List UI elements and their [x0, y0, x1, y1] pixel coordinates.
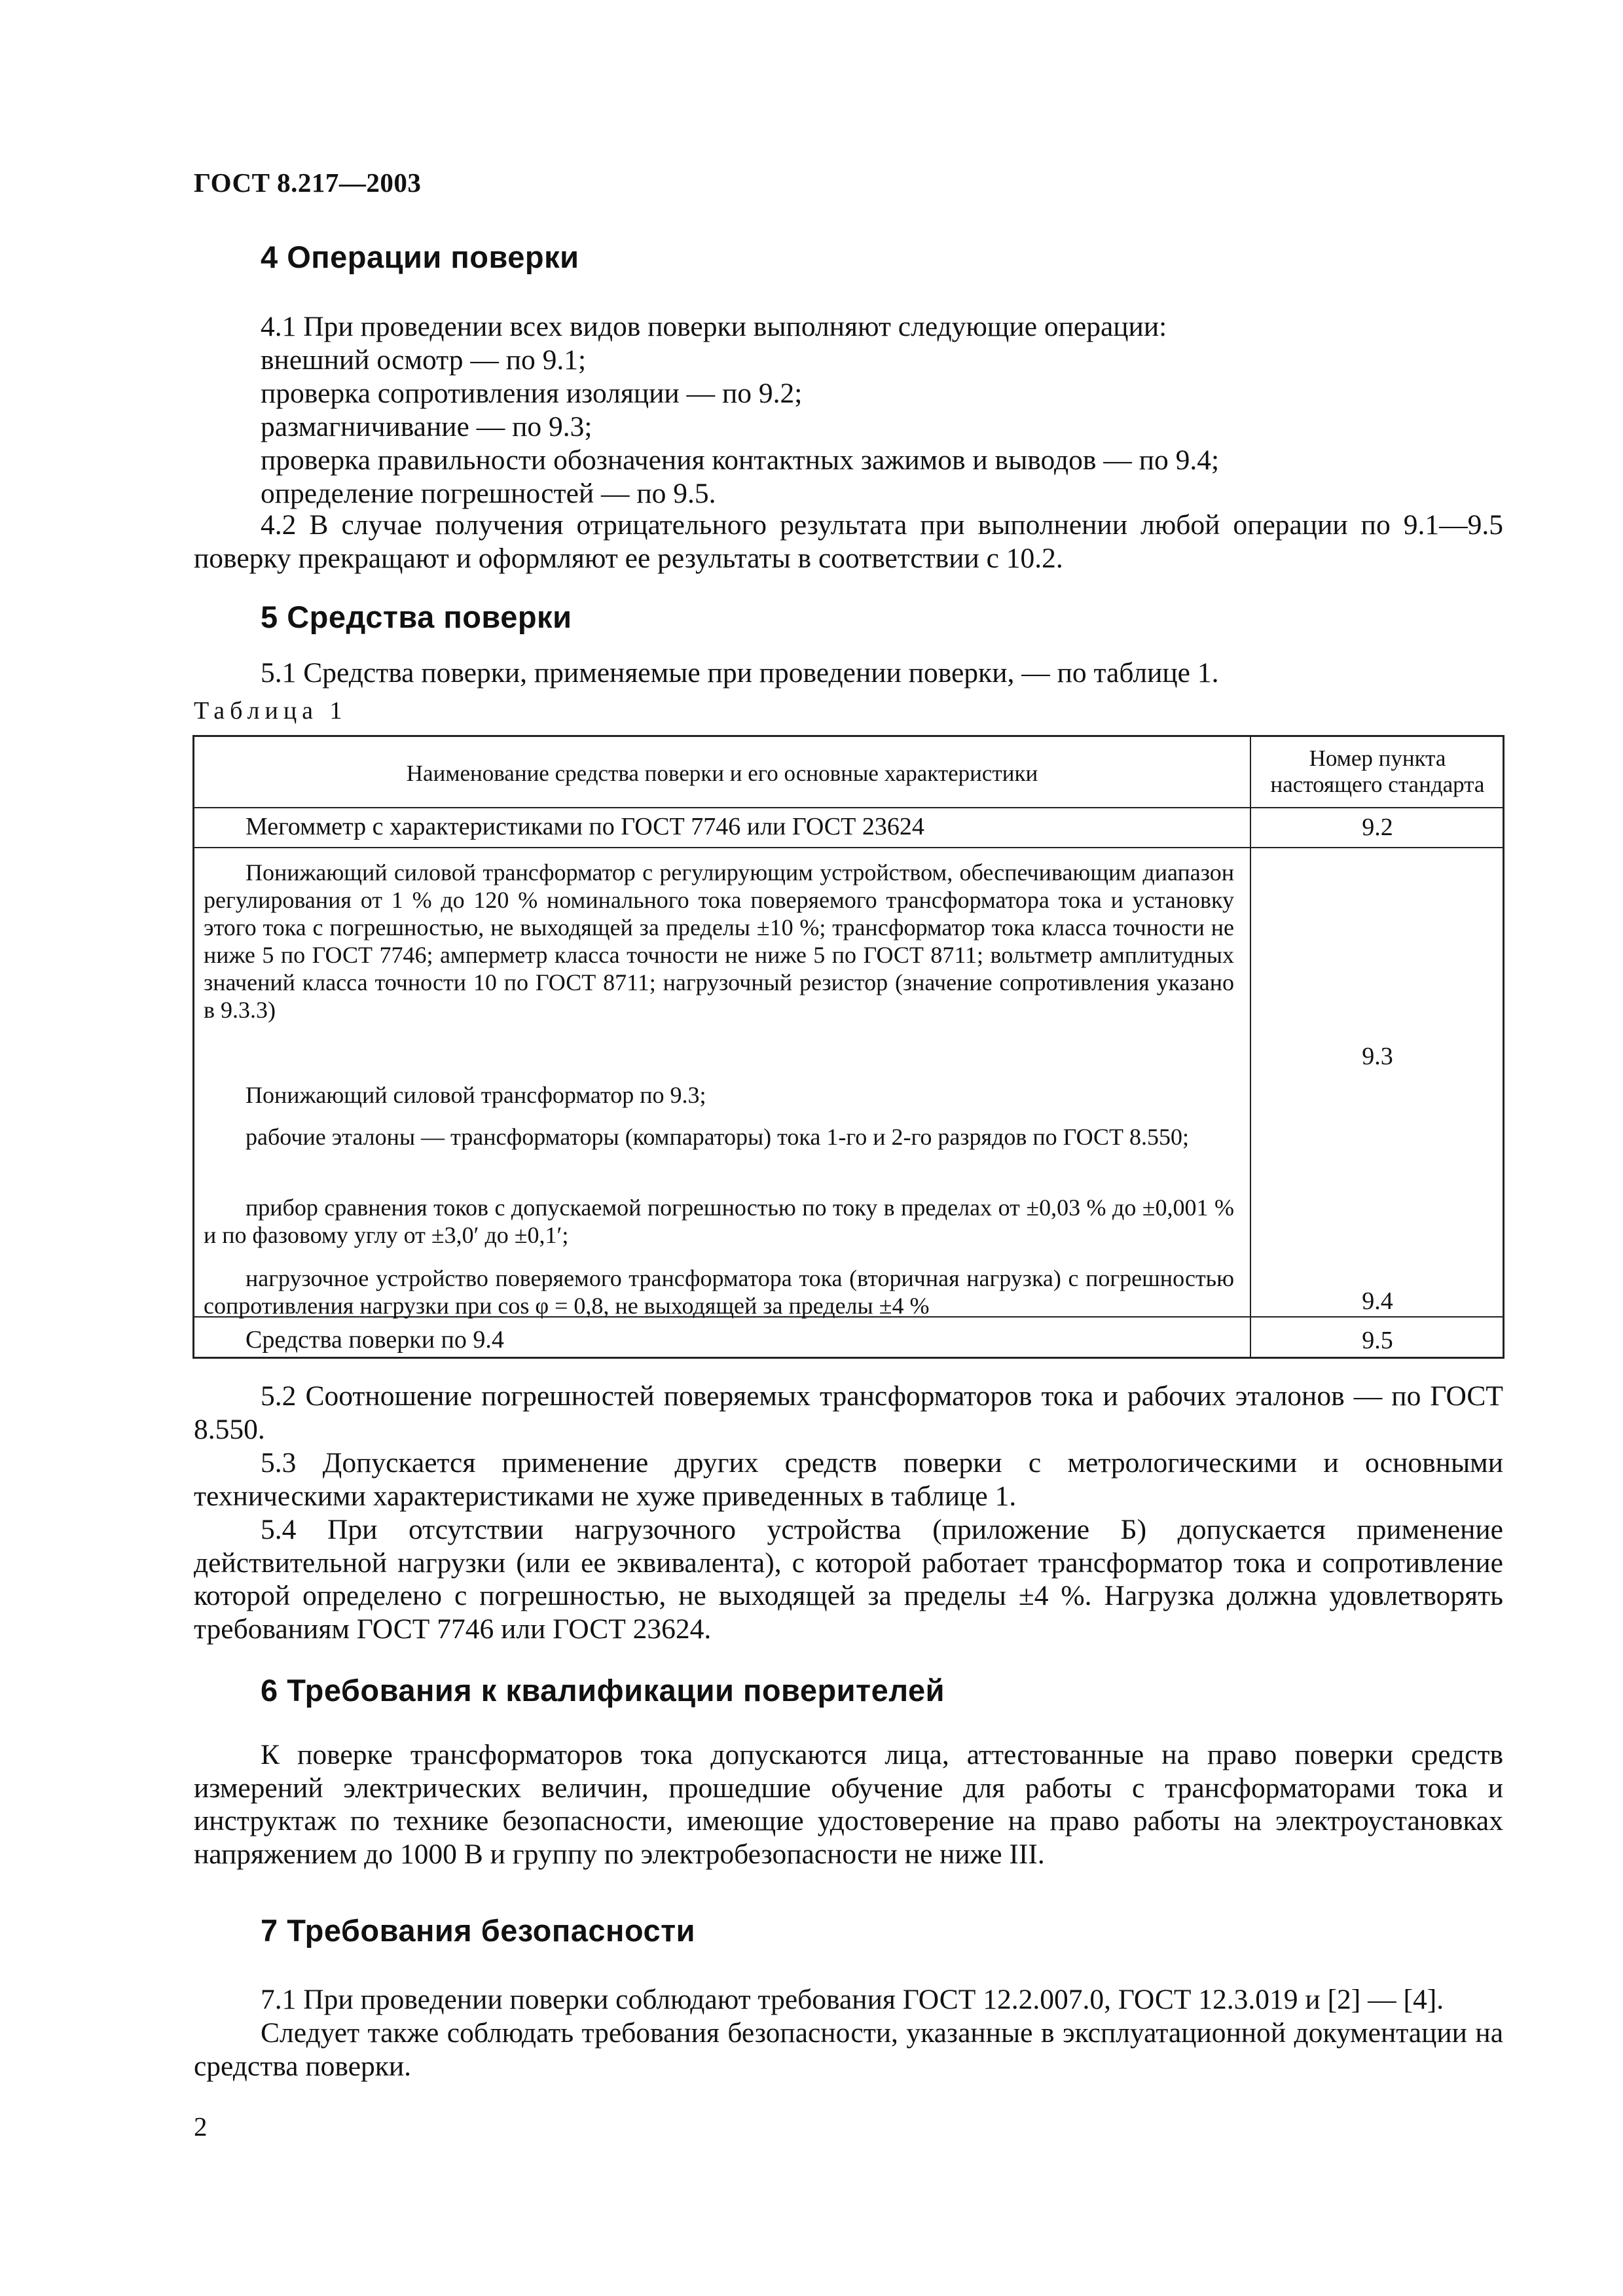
paragraph-5-3: 5.3 Допускается применение других средств поверки с метрологическими и основными техническими характеристиками не хуже приведенных в таблице 1. — [194, 1447, 1503, 1512]
paragraph-4-1: 4.1 При проведении всех видов поверки выполняют следующие операции: — [261, 311, 1167, 342]
document-code: ГОСТ 8.217—2003 — [194, 168, 422, 198]
paragraph-5-4: 5.4 При отсутствии нагрузочного устройства (приложение Б) допускается применение действительной нагрузки (или ее эквивалента), с которой работает трансформатор тока и сопротивление которой определено с погрешностью, не выходящей за пределы ±4 %. Нагрузка должна удовлетворять требованиям ГОСТ 7746 или ГОСТ 23624. — [194, 1514, 1503, 1645]
paragraph-6: К поверке трансформаторов тока допускаются лица, аттестованные на право поверки средств измерений электрических величин, прошедшие обучение для работы с трансформаторами тока и инструктаж по технике безопасности, имеющие удостоверение на право работы на электроустановках напряжением до 1000 В и группу по электробезопасности не ниже III. — [194, 1739, 1503, 1870]
row-divider — [194, 807, 1503, 808]
column-header-clause — [1251, 745, 1504, 798]
table-cell-number: 9.4 — [1362, 1287, 1393, 1315]
paragraph-7-1: 7.1 При проведении поверки соблюдают требования ГОСТ 12.2.007.0, ГОСТ 12.3.019 и [2] — [4]. — [261, 1984, 1444, 2015]
table-cell-number: 9.5 — [1362, 1327, 1393, 1354]
paragraph-4-2: 4.2 В случае получения отрицательного результата при выполнении любой операции по 9.1—9.5 поверку прекращают и оформляют ее результаты в соответствии с 10.2. — [194, 509, 1503, 574]
table-cell: Понижающий силовой трансформатор по 9.3; — [246, 1082, 706, 1108]
column-header-line: настоящего стандарта — [1270, 772, 1485, 797]
section-5-title: 5 Средства поверки — [261, 600, 572, 634]
table-cell: рабочие эталоны — трансформаторы (компараторы) тока 1-го и 2-го разрядов по ГОСТ 8.550; — [246, 1124, 1190, 1150]
section-4-title: 4 Операции поверки — [261, 240, 579, 274]
paragraph-5-2: 5.2 Соотношение погрешностей поверяемых трансформаторов тока и рабочих эталонов — по ГОСТ 8.550. — [194, 1380, 1503, 1445]
table-caption: Таблица 1 — [194, 697, 348, 725]
list-item: проверка сопротивления изоляции — по 9.2; — [261, 378, 803, 409]
paragraph-7-2: Следует также соблюдать требования безопасности, указанные в эксплуатационной документации на средства поверки. — [194, 2017, 1503, 2082]
section-7-title: 7 Требования безопасности — [261, 1913, 696, 1948]
table-cell: Средства поверки по 9.4 — [246, 1326, 504, 1354]
list-item: внешний осмотр — по 9.1; — [261, 344, 587, 376]
table-cell: прибор сравнения токов с допускаемой погрешностью по току в пределах от ±0,03 % до ±0,001 % и по фазовому углу от ±3,0′ до ±0,1′; — [204, 1194, 1234, 1248]
column-header-line: Номер пункта — [1309, 745, 1446, 771]
table-1 — [192, 735, 1504, 1359]
section-6-title: 6 Требования к квалификации поверителей — [261, 1673, 945, 1708]
table-cell: Мегомметр с характеристиками по ГОСТ 7746 или ГОСТ 23624 — [246, 813, 924, 840]
paragraph-5-1: 5.1 Средства поверки, применяемые при проведении поверки, — по таблице 1. — [261, 657, 1219, 689]
list-item: проверка правильности обозначения контактных зажимов и выводов — по 9.4; — [261, 444, 1220, 476]
list-item: размагничивание — по 9.3; — [261, 411, 593, 442]
table-cell-number: 9.3 — [1362, 1043, 1393, 1070]
row-divider — [194, 847, 1503, 848]
table-cell: нагрузочное устройство поверяемого трансформатора тока (вторичная нагрузка) с погрешностью сопротивления нагрузки при cos φ = 0,8, не выходящей за пределы ±4 % — [204, 1265, 1234, 1319]
list-item: определение погрешностей — по 9.5. — [261, 478, 716, 509]
table-cell-number: 9.2 — [1362, 814, 1393, 841]
page-number: 2 — [194, 2111, 208, 2142]
column-header-name: Наименование средства поверки и его основные характеристики — [406, 761, 1038, 786]
table-cell: Понижающий силовой трансформатор с регулирующим устройством, обеспечивающим диапазон регулирования от 1 % до 120 % номинального тока поверяемого трансформатора тока и установку этого тока с погрешностью, не выходящей за пределы ±10 %; трансформатор тока класса точности не ниже 5 по ГОСТ 7746; амперметр класса точности не ниже 5 по ГОСТ 8711; вольтметр амплитудных значений класса точности 10 по ГОСТ 8711; нагрузочный резистор (значение сопротивления указано в 9.3.3) — [204, 859, 1234, 1023]
